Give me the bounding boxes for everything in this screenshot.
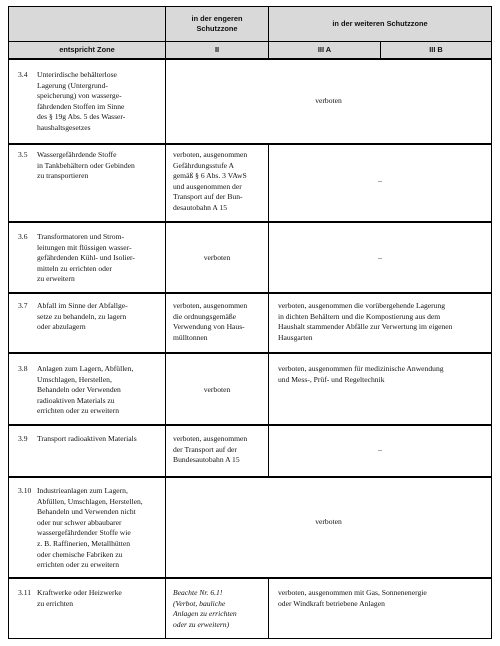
- row-divider: [8, 352, 492, 354]
- row-regulation-zone-ii: verboten: [203, 253, 231, 262]
- table-border-right: [491, 6, 492, 639]
- column-divider: [165, 579, 166, 638]
- row-regulation-zone-iii: verboten, ausgenommen mit Gas, Sonnenenergie oder Windkraft betriebene Anlagen: [278, 588, 427, 608]
- row-regulation-all-zones: verboten: [315, 96, 342, 105]
- row-regulation-zone-iii: –: [378, 445, 382, 454]
- row-description: Transformatoren und Strom- leitungen mit flüssigen wasser- gefährdenden Kühl- und Isolier- mitteln zu errichten oder zu erweitern: [37, 232, 135, 284]
- row-number: 3.5: [18, 150, 28, 159]
- row-divider: [8, 143, 492, 145]
- row-regulation-zone-ii: verboten, ausgenommen der Transport auf der Bundesautobahn A 15: [173, 434, 248, 465]
- column-divider: [165, 294, 166, 352]
- row-regulation-all-zones: verboten: [315, 517, 342, 526]
- header-zone-iiib: III B: [429, 45, 443, 54]
- table-border-top: [8, 6, 492, 7]
- row-regulation-zone-ii: verboten, ausgenommen die ordnungsgemäße Verwendung von Haus- mülltonnen: [173, 301, 248, 342]
- row-divider: [8, 221, 492, 223]
- header-bottom-rule: [8, 58, 492, 60]
- header-engere-schutzzone: in der engeren Schutzzone: [191, 14, 243, 33]
- row-divider: [8, 577, 492, 579]
- row-regulation-zone-iii: verboten, ausgenommen für medizinische Anwendung und Mess-, Prüf- und Regeltechnik: [278, 364, 444, 384]
- row-regulation-zone-iii: –: [378, 176, 382, 185]
- row-number: 3.11: [18, 588, 32, 597]
- header-zone-iiia: III A: [317, 45, 332, 54]
- row-number: 3.4: [18, 70, 28, 79]
- header-zone-ii: II: [214, 45, 220, 54]
- header-divider: [8, 41, 492, 42]
- row-divider: [8, 424, 492, 426]
- row-regulation-zone-iii: verboten, ausgenommen die vorübergehende Lagerung in dichten Behältern und die Kompostierung aus dem Haushalt stammender Abfälle zur Verwertung im eigenen Hausgarten: [278, 301, 453, 342]
- header-weitere-schutzzone: in der weiteren Schutzzone: [332, 19, 428, 28]
- row-description: Anlagen zum Lagern, Abfüllen, Umschlagen, Herstellen, Behandeln oder Verwenden radioaktiven Materials zu errichten oder zu erweitern: [37, 364, 134, 416]
- row-number: 3.8: [18, 364, 28, 373]
- row-divider: [8, 292, 492, 294]
- row-description: Abfall im Sinne der Abfallge- setze zu behandeln, zu lagern oder abzulagern: [37, 301, 128, 332]
- column-divider: [268, 294, 269, 352]
- row-regulation-zone-iii: –: [378, 253, 382, 262]
- row-number: 3.6: [18, 232, 28, 241]
- row-description: Unterirdische behälterlose Lagerung (Untergrund- speicherung) von wasserge- fährdenden Stoffen im Sinne des § 19g Abs. 5 des Wasser- haushaltsgesetzes: [37, 70, 126, 132]
- table-border-bottom: [8, 638, 492, 639]
- row-divider: [8, 476, 492, 478]
- row-description: Transport radioaktiven Materials: [37, 434, 137, 443]
- row-regulation-zone-ii: verboten, ausgenommen Gefährdungsstufe A gemäß § 6 Abs. 3 VAwS und ausgenommen der Transport auf der Bun- desautobahn A 15: [173, 150, 248, 212]
- row-description: Kraftwerke oder Heizwerke zu errichten: [37, 588, 122, 608]
- column-divider: [268, 579, 269, 638]
- row-number: 3.7: [18, 301, 28, 310]
- column-divider: [165, 145, 166, 221]
- row-number: 3.9: [18, 434, 28, 443]
- row-description: Industrieanlagen zum Lagern, Abfüllen, Umschlagen, Herstellen, Behandeln und Verwenden nicht oder nur schwer abbaubarer wassergefährdender Stoffe wie z. B. Raffinerien, Metallhütten oder chemische Fabriken zu errichten oder zu erweitern: [37, 486, 143, 570]
- table-border-left: [8, 6, 9, 639]
- row-description: Wassergefährdende Stoffe in Tankbehältern oder Gebinden zu transportieren: [37, 150, 135, 181]
- column-divider: [268, 354, 269, 424]
- row-regulation-zone-ii: verboten: [203, 385, 231, 394]
- row-regulation-zone-ii: Beachte Nr. 6.1! (Verbot, bauliche Anlagen zu errichten oder zu erweitern): [173, 588, 237, 629]
- column-divider: [165, 426, 166, 476]
- row-number: 3.10: [18, 486, 32, 495]
- header-zone-label: entspricht Zone: [59, 45, 115, 54]
